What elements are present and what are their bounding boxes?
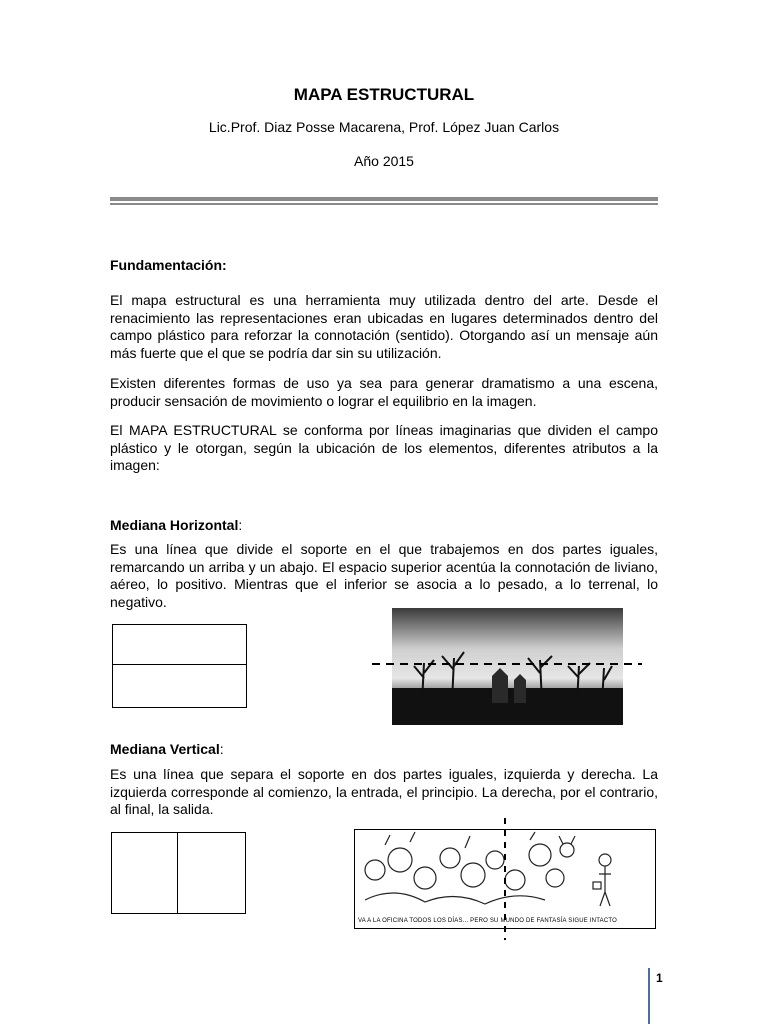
horizontal-median-line xyxy=(113,664,246,665)
document-year: Año 2015 xyxy=(354,153,414,169)
paragraph-fundamentacion-2: Existen diferentes formas de uso ya sea para generar dramatismo a una escena, producir sensación de movimiento o lograr el equilibrio en la imagen. xyxy=(110,375,658,409)
section-heading-vertical-text: Mediana Vertical xyxy=(110,741,220,757)
horizontal-dashed-median xyxy=(372,662,642,666)
section-heading-vertical-colon: : xyxy=(219,741,224,757)
paragraph-horizontal: Es una línea que divide el soporte en el que trabajemos en dos partes iguales, remarcando un arriba y un abajo. El espacio superior acentúa la connotación de liviano, aéreo, lo positivo. Mientras que el inferior se asocia a lo pesado, a lo terrenal, lo negativo. xyxy=(110,541,658,610)
header-divider xyxy=(110,197,658,201)
vertical-dashed-median xyxy=(503,818,507,940)
page-number: 1 xyxy=(656,971,663,985)
document-authors: Lic.Prof. Diaz Posse Macarena, Prof. López Juan Carlos xyxy=(208,119,560,135)
section-heading-horizontal-colon: : xyxy=(238,517,243,533)
document-title: MAPA ESTRUCTURAL xyxy=(293,85,475,104)
cartoon-caption: VA A LA OFICINA TODOS LOS DÍAS... PERO SU MUNDO DE FANTASÍA SIGUE INTACTO xyxy=(358,918,617,924)
abbey-in-oakwood-image xyxy=(392,608,623,725)
section-heading-fundamentacion-text: Fundamentación: xyxy=(110,257,227,273)
horizontal-median-diagram xyxy=(112,624,247,708)
header-divider-thin xyxy=(110,203,658,205)
vertical-median-diagram xyxy=(111,832,246,914)
vertical-median-line xyxy=(177,833,178,913)
paragraph-vertical: Es una línea que separa el soporte en dos partes iguales, izquierda y derecha. La izquierda corresponde al comienzo, la entrada, el principio. La derecha, por el contrario, al final, la salida. xyxy=(110,766,658,817)
paragraph-fundamentacion-3: El MAPA ESTRUCTURAL se conforma por líneas imaginarias que dividen el campo plástico y le otorgan, según la ubicación de los elementos, diferentes atributos a la imagen: xyxy=(110,422,658,473)
section-heading-horizontal-text: Mediana Horizontal xyxy=(110,517,239,533)
paragraph-fundamentacion-1: El mapa estructural es una herramienta muy utilizada dentro del arte. Desde el renacimiento las representaciones eran ubicadas en lugares determinados dentro del campo plástico para reforzar la connotación (sentido). Otorgando así un mensaje aún más fuerte que el que se podría dar sin su utilización. xyxy=(110,292,658,361)
landscape-photo xyxy=(392,608,623,725)
section-heading-vertical xyxy=(110,741,224,757)
section-heading-fundamentacion xyxy=(110,257,227,273)
page-number-bar xyxy=(648,968,650,1024)
section-heading-horizontal xyxy=(110,517,242,533)
